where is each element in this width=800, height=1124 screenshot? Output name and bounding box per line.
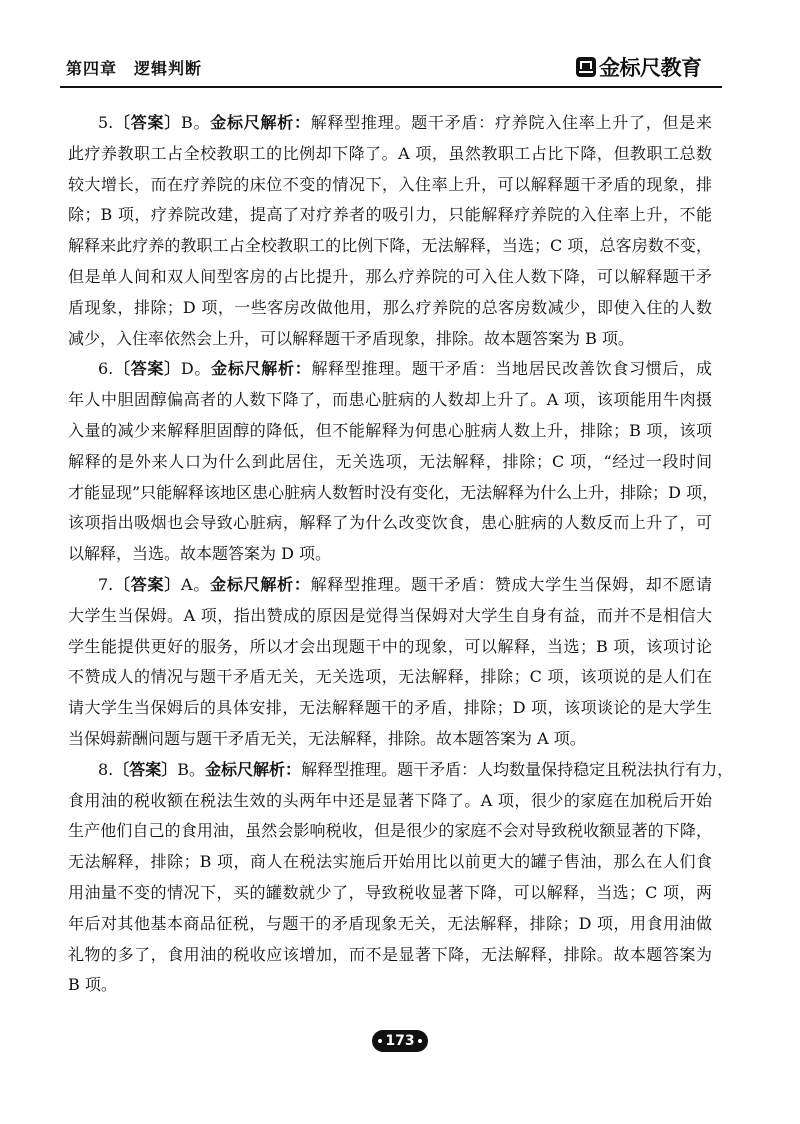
answer-7-paragraph [68, 570, 712, 755]
paragraph-line: 不赞成人的情况与题干矛盾无关，无关选项，无法解释，排除；C 项，该项说的是人们在 [68, 667, 712, 687]
question-number: 5. [98, 113, 114, 132]
answer-label: 〔答案〕 [113, 113, 182, 132]
answer-label: 〔答案〕 [113, 759, 178, 779]
paragraph-line [68, 354, 712, 385]
paragraph-line: 入量的减少来解释胆固醇的降低，但不能解释为何患心脏病人数上升，排除；B 项，该项 [68, 420, 712, 440]
paragraph-line: 该项指出吸烟也会导致心脏病，解释了为什么改变饮食，患心脏病的人数反而上升了，可 [68, 513, 712, 533]
analysis-label: 金标尺解析： [210, 574, 311, 594]
paragraph-line: 年人中胆固醇偏高者的人数下降了，而患心脏病的人数却上升了。A 项，该项能用牛肉摄 [68, 390, 712, 410]
paragraph-line: 无法解释，排除；B 项，商人在税法实施后开始用比以前更大的罐子售油，那么在人们食 [68, 852, 712, 872]
answer-label: 〔答案〕 [113, 359, 181, 379]
paragraph-line [68, 108, 712, 139]
book-icon [576, 57, 596, 77]
dot-icon [418, 1039, 422, 1043]
paragraph-line: 但是单人间和双人间型客房的占比提升，那么疗养院的可入住人数下降，可以解释题干矛 [68, 266, 712, 286]
paragraph-text: 解释型推理。题干矛盾：当地居民改善饮食习惯后，成 [311, 359, 712, 379]
answer-6-paragraph [68, 354, 719, 570]
answer-letter: B。 [177, 759, 206, 779]
answer-letter: A。 [181, 574, 211, 594]
paragraph-line [68, 570, 712, 601]
paragraph-line: 解释的是外来人口为什么到此居住，无关选项，无法解释，排除；C 项，“经过一段时间 [68, 451, 712, 471]
analysis-label: 金标尺解析： [210, 113, 311, 132]
question-number: 8. [98, 759, 114, 779]
paragraph-line: 减少，入住率依然会上升，可以解释题干矛盾现象，排除。故本题答案为 B 项。 [68, 328, 634, 348]
dot-icon [378, 1039, 382, 1043]
paragraph-line: 盾现象，排除；D 项，一些客房改做他用，那么疗养院的总客房数减少，即使入住的人数 [68, 297, 712, 317]
paragraph-line: 学生能提供更好的服务，所以才会出现题干中的现象，可以解释，当选；B 项，该项讨论 [68, 636, 712, 656]
question-number: 6. [98, 359, 114, 379]
paragraph-line: 较大增长，而在疗养院的床位不变的情况下，入住率上升，可以解释题干矛盾的现象，排 [68, 174, 712, 194]
answer-letter: B。 [181, 113, 211, 132]
answer-letter: D。 [180, 359, 212, 379]
page-number: 173 [385, 1033, 415, 1049]
paragraph-line: 生产他们自己的食用油，虽然会影响税收，但是很少的家庭不会对导致税收额显著的下降， [68, 821, 712, 841]
brand-logo [576, 53, 716, 81]
answer-8-paragraph [68, 755, 734, 1001]
page-number-badge [372, 1030, 428, 1052]
answer-label: 〔答案〕 [113, 574, 182, 594]
paragraph-line: 以解释，当选。故本题答案为 D 项。 [68, 544, 332, 564]
chapter-title: 第四章 逻辑判断 [66, 59, 203, 78]
analysis-label: 金标尺解析： [211, 359, 312, 379]
paragraph-line: 解释来此疗养的教职工占全校教职工的比例下降，无法解释，当选；C 项，总客房数不变， [68, 236, 712, 256]
paragraph-line: 大学生当保姆。A 项，指出赞成的原因是觉得当保姆对大学生自身有益，而并不是相信大 [68, 605, 712, 625]
paragraph-line: 才能显现”只能解释该地区患心脏病人数暂时没有变化，无法解释为什么上升，排除；D 项， [68, 482, 719, 502]
paragraph-line: B 项。 [68, 975, 117, 995]
paragraph-text: 解释型推理。题干矛盾：人均数量保持稳定且税法执行有力， [301, 759, 734, 779]
answer-explanations [68, 108, 734, 1001]
logo-text: 金标尺教育 [599, 56, 702, 80]
paragraph-text: 解释型推理。题干矛盾：疗养院入住率上升了，但是来 [310, 113, 712, 132]
analysis-label: 金标尺解析： [205, 759, 302, 779]
paragraph-line: 除；B 项，疗养院改建，提高了对疗养者的吸引力，只能解释疗养院的入住率上升，不能 [68, 205, 712, 225]
paragraph-line: 用油量不变的情况下，买的罐数就少了，导致税收显著下降，可以解释，当选；C 项，两 [68, 882, 712, 902]
header-rule [60, 86, 722, 88]
paragraph-line [68, 755, 734, 786]
paragraph-line: 当保姆薪酬问题与题干矛盾无关，无法解释，排除。故本题答案为 A 项。 [68, 728, 586, 748]
question-number: 7. [98, 574, 114, 594]
paragraph-line: 食用油的税收额在税法生效的头两年中还是显著下降了。A 项，很少的家庭在加税后开始 [68, 790, 712, 810]
paragraph-line: 此疗养教职工占全校教职工的比例却下降了。A 项，虽然教职工占比下降，但教职工总数 [68, 143, 712, 163]
paragraph-line: 请大学生当保姆后的具体安排，无法解释题干的矛盾，排除；D 项，该项谈论的是大学生 [68, 698, 712, 718]
paragraph-text: 解释型推理。题干矛盾：赞成大学生当保姆，却不愿请 [310, 574, 712, 594]
answer-5-paragraph [68, 108, 712, 354]
paragraph-line: 礼物的多了，食用油的税收应该增加，而不是显著下降，无法解释，排除。故本题答案为 [68, 944, 712, 964]
paragraph-line: 年后对其他基本商品征税，与题干的矛盾现象无关，无法解释，排除；D 项，用食用油做 [68, 913, 712, 933]
